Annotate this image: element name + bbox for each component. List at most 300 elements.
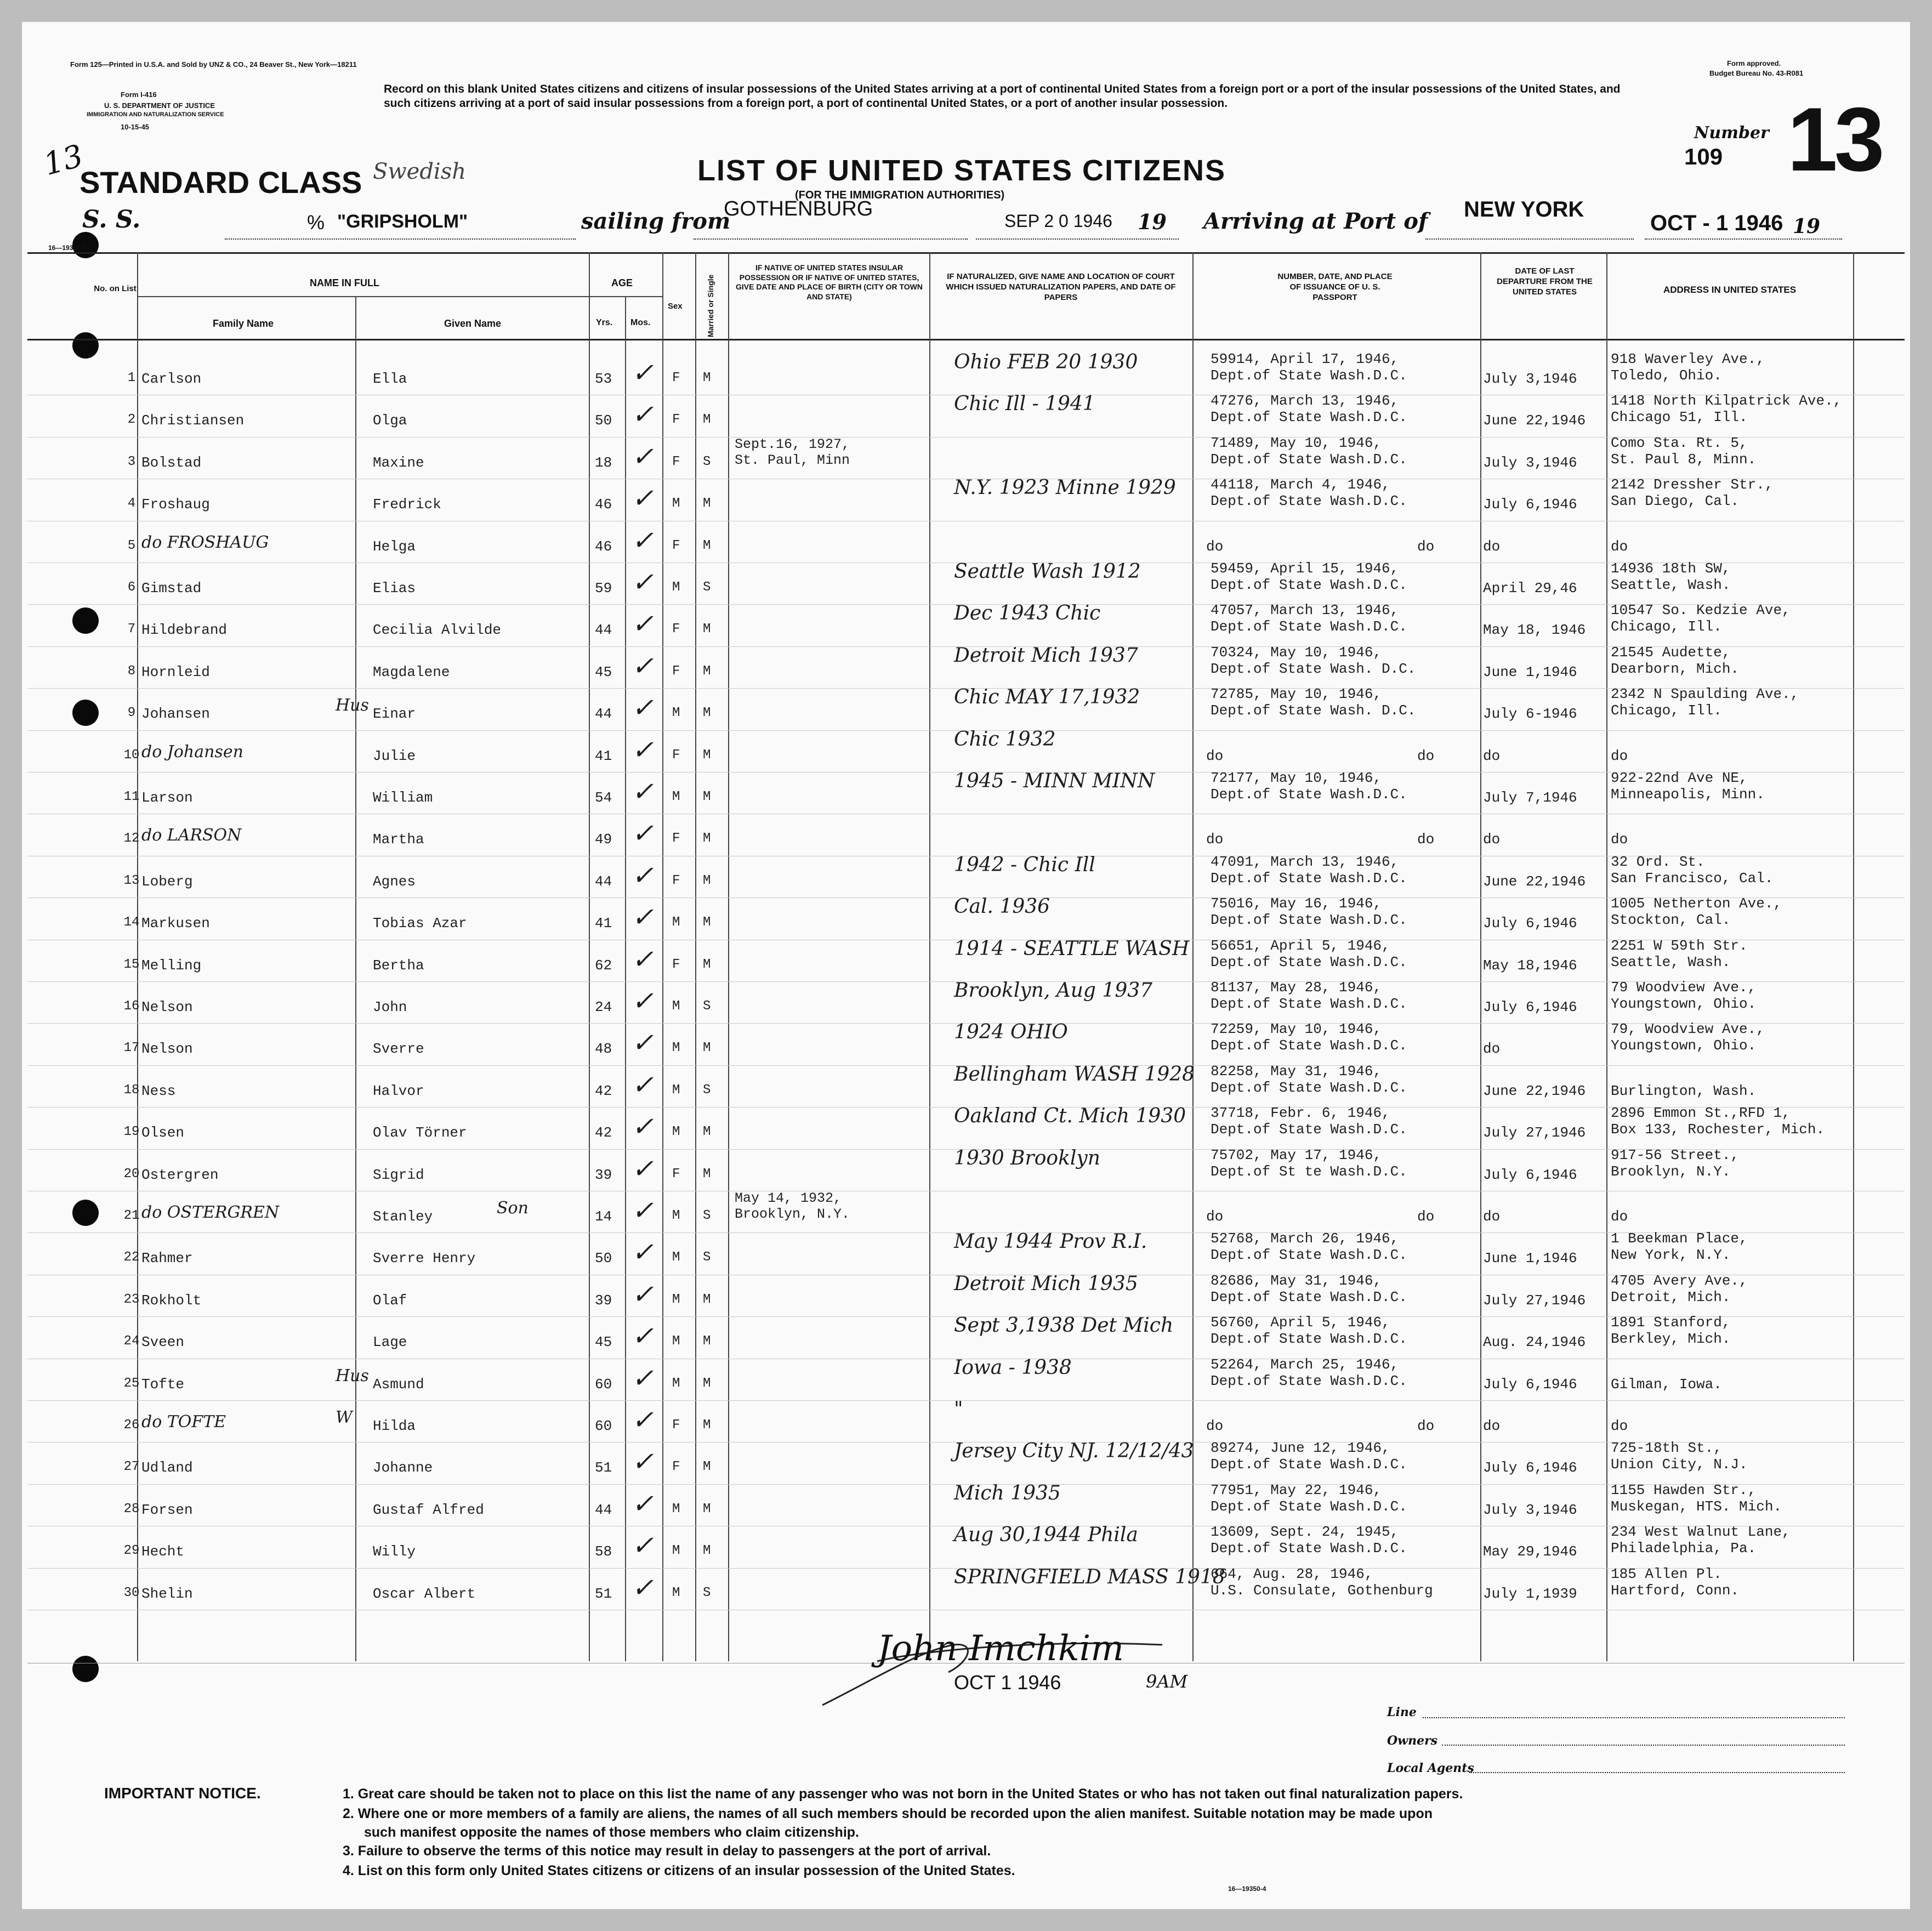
address-line-1: 32 Ord. St. [1611, 853, 1705, 870]
family-name: do FROSHAUG [141, 532, 269, 552]
last-departure: July 6-1946 [1483, 706, 1577, 723]
sex: M [672, 706, 680, 721]
notice-heading: IMPORTANT NOTICE. [104, 1785, 261, 1802]
sex: M [672, 1585, 680, 1600]
last-departure: July 27,1946 [1483, 1124, 1586, 1141]
family-name: do OSTERGREN [141, 1203, 280, 1222]
number-value: 109 [1684, 144, 1723, 169]
col-native: IF NATIVE OF UNITED STATES INSULAR POSSESSION OR IF NATIVE OF UNITED STATES, GIVE DATE AND PLACE OF BIRTH (CITY OR TOWN AND STATE) [736, 263, 923, 301]
line-label: Line [1387, 1705, 1417, 1719]
name-header-rule [137, 296, 589, 297]
passport-issuance: do [1417, 831, 1435, 848]
age-years: 44 [595, 706, 612, 723]
sailing-port: GOTHENBURG [724, 197, 873, 220]
naturalization-note: 1942 - Chic Ill [954, 853, 1095, 876]
header-rule [27, 339, 1905, 340]
arriving-label: Arriving at Port of [1203, 208, 1428, 234]
passport-issuance: do [1417, 1208, 1435, 1225]
family-name: Melling [141, 957, 202, 974]
last-departure: June 22,1946 [1483, 412, 1586, 429]
naturalization-note: Aug 30,1944 Phila [954, 1524, 1138, 1547]
check-mark-icon: ✓ [632, 1237, 654, 1268]
sex: M [672, 1543, 680, 1559]
sex: M [672, 1208, 680, 1223]
naturalization-note: 1924 OHIO [954, 1021, 1068, 1044]
given-name: Sverre Henry [373, 1250, 476, 1267]
check-mark-icon: ✓ [632, 357, 654, 388]
given-name: William [373, 790, 433, 806]
age-years: 50 [595, 412, 612, 429]
sex: F [672, 412, 680, 428]
passport-number-date: 75016, May 16, 1946, [1211, 895, 1382, 912]
family-name: Udland [141, 1459, 193, 1476]
col-yrs: Yrs. [596, 318, 613, 327]
check-mark-icon: ✓ [632, 734, 654, 765]
family-name: Olsen [141, 1124, 185, 1141]
sex: M [672, 1250, 680, 1265]
age-years: 46 [595, 496, 612, 513]
ship-name: "GRIPSHOLM" [337, 211, 468, 232]
naturalization-note: Chic 1932 [954, 728, 1056, 751]
last-departure: do [1483, 831, 1501, 848]
col-mos: Mos. [630, 318, 651, 327]
age-years: 50 [595, 1250, 612, 1267]
passport-issuance: Dept.of St te Wash.D.C. [1211, 1163, 1407, 1180]
last-departure: July 6,1946 [1483, 999, 1577, 1015]
passport-number-date: 59459, April 15, 1946, [1211, 560, 1399, 577]
naturalization-note: Bellingham WASH 1928 [954, 1063, 1195, 1086]
department: U. S. DEPARTMENT OF JUSTICE [104, 101, 215, 110]
sex: M [672, 999, 680, 1014]
row-number: 5 [127, 538, 136, 553]
passport-issuance: Dept.of State Wash.D.C. [1211, 1247, 1407, 1264]
row-number: 6 [127, 580, 136, 595]
passport-number-date: do [1206, 1418, 1224, 1434]
relationship-note: Son [497, 1199, 529, 1218]
check-mark-icon: ✓ [632, 1362, 654, 1394]
row-number: 22 [123, 1250, 140, 1265]
sex: F [672, 622, 680, 637]
passport-number-date: 664, Aug. 28, 1946, [1211, 1565, 1373, 1582]
passport-issuance: Dept.of State Wash.D.C. [1211, 493, 1407, 510]
check-mark-icon: ✓ [632, 692, 654, 724]
given-name: Elias [373, 580, 416, 597]
address-line-1: 2342 N Spaulding Ave., [1611, 686, 1799, 703]
passport-issuance: Dept.of State Wash.D.C. [1211, 1288, 1407, 1305]
address-line-2: Chicago, Ill. [1611, 618, 1722, 635]
signature-time: 9AM [1146, 1671, 1188, 1692]
sex: M [672, 790, 680, 804]
given-name: Olga [373, 412, 407, 429]
age-years: 51 [595, 1459, 612, 1476]
family-name: Hecht [141, 1543, 185, 1560]
last-departure: July 6,1946 [1483, 915, 1577, 932]
passport-number-date: 77951, May 22, 1946, [1211, 1481, 1382, 1498]
check-mark-icon: ✓ [632, 944, 654, 975]
print-line: Form 125—Printed in U.S.A. and Sold by UNZ & CO., 24 Beaver St., New York—18211 [70, 60, 357, 69]
col-family-name: Family Name [213, 318, 274, 329]
row-number: 10 [123, 747, 140, 763]
check-mark-icon: ✓ [632, 609, 654, 640]
row-number: 13 [123, 873, 140, 888]
passport-issuance: Dept.of State Wash.D.C. [1211, 451, 1407, 468]
row-number: 16 [123, 999, 140, 1014]
row-number: 7 [127, 622, 136, 637]
address-line-1: 725-18th St., [1611, 1440, 1722, 1457]
last-departure: July 6,1946 [1483, 1459, 1577, 1476]
sailing-date: SEP 2 0 1946 [1004, 211, 1112, 231]
naturalization-note: Brooklyn, Aug 1937 [954, 979, 1153, 1002]
address-line-2: Minneapolis, Minn. [1611, 786, 1765, 803]
passport-number-date: do [1206, 538, 1224, 555]
address-line-1: do [1611, 747, 1628, 764]
last-departure: do [1483, 1418, 1501, 1434]
year-label: 19 [1138, 209, 1167, 234]
family-name: do TOFTE [141, 1412, 226, 1432]
check-mark-icon: ✓ [632, 567, 654, 598]
sex: M [672, 1041, 680, 1056]
row-number: 23 [123, 1292, 140, 1307]
given-name: Olav Törner [373, 1124, 467, 1141]
given-name: Tobias Azar [373, 915, 467, 932]
check-mark-icon: ✓ [632, 860, 654, 891]
family-name: Ness [141, 1082, 176, 1099]
sex: M [672, 1292, 680, 1307]
marital-status: M [703, 1334, 711, 1349]
passport-issuance: do [1417, 1418, 1435, 1434]
marital-status: M [703, 496, 711, 512]
marital-status: M [703, 663, 711, 679]
col-passport: NUMBER, DATE, AND PLACE OF ISSUANCE OF U. S. PASSPORT [1277, 272, 1393, 302]
naturalization-note: Detroit Mich 1935 [954, 1272, 1138, 1295]
sex: M [672, 1124, 680, 1140]
last-departure: do [1483, 538, 1501, 555]
row-number: 4 [127, 496, 136, 512]
given-name: Magdalene [373, 663, 450, 680]
given-name: Stanley [373, 1208, 433, 1225]
col-given-name: Given Name [444, 318, 502, 329]
check-mark-icon: ✓ [632, 1488, 654, 1519]
age-years: 44 [595, 622, 612, 639]
given-name: Fredrick [373, 496, 441, 513]
passport-number-date: 52768, March 26, 1946, [1211, 1230, 1399, 1247]
last-departure: May 18,1946 [1483, 957, 1577, 974]
naturalization-note: May 1944 Prov R.I. [954, 1230, 1147, 1253]
passport-issuance: Dept.of State Wash.D.C. [1211, 912, 1407, 929]
column-divider [695, 252, 696, 1661]
address-line-1: 1891 Stanford, [1611, 1314, 1731, 1331]
age-years: 45 [595, 1334, 612, 1351]
age-years: 46 [595, 538, 612, 555]
sailing-underline [694, 238, 968, 240]
given-name: Agnes [373, 873, 416, 890]
marital-status: M [703, 747, 711, 763]
local-agents-field [1469, 1772, 1845, 1773]
given-name: Einar [373, 706, 416, 723]
marital-status: M [703, 622, 711, 637]
row-number: 20 [123, 1166, 140, 1182]
address-line-2: Union City, N.J. [1611, 1456, 1748, 1473]
address-line-2: Detroit, Mich. [1611, 1288, 1731, 1305]
age-years: 39 [595, 1166, 612, 1183]
notice-item-2a: 2. Where one or more members of a family are aliens, the names of all such members should be recorded upon the alien manifest. Suitable notation may be made upon [343, 1806, 1433, 1821]
address-line-1: Como Sta. Rt. 5, [1611, 434, 1748, 451]
naturalization-note: Detroit Mich 1937 [954, 644, 1138, 667]
last-departure: July 6,1946 [1483, 1376, 1577, 1393]
marital-status: M [703, 1418, 711, 1433]
family-name: do LARSON [141, 826, 242, 845]
sex: M [672, 496, 680, 512]
sex: F [672, 747, 680, 763]
passport-number-date: 72785, May 10, 1946, [1211, 686, 1382, 703]
list-subtitle: (FOR THE IMMIGRATION AUTHORITIES) [795, 189, 1005, 201]
naturalization-note: Iowa - 1938 [954, 1356, 1072, 1379]
address-line-2: Chicago 51, Ill. [1611, 409, 1748, 426]
owners-label: Owners [1387, 1734, 1438, 1748]
budget-bureau: Budget Bureau No. 43-R081 [1709, 69, 1804, 77]
arrival-date-underline [1645, 238, 1842, 240]
marital-status: M [703, 1459, 711, 1475]
family-name: Gimstad [141, 580, 202, 597]
row-number: 17 [123, 1041, 140, 1056]
age-years: 41 [595, 747, 612, 764]
last-departure: July 6,1946 [1483, 1166, 1577, 1183]
age-years: 60 [595, 1376, 612, 1393]
address-line-2: Toledo, Ohio. [1611, 367, 1722, 384]
row-number: 30 [123, 1585, 140, 1600]
address-line-1: do [1611, 831, 1628, 848]
age-years: 42 [595, 1124, 612, 1141]
sex: F [672, 663, 680, 679]
col-departure: DATE OF LAST DEPARTURE FROM THE UNITED STATES [1497, 266, 1593, 297]
line-field [1423, 1717, 1845, 1718]
address-line-2: Dearborn, Mich. [1611, 660, 1740, 677]
address-line-1: 918 Waverley Ave., [1611, 351, 1765, 367]
row-number: 14 [123, 915, 140, 930]
given-name: Ella [373, 371, 407, 387]
relationship-note: Hus [336, 1366, 369, 1385]
check-mark-icon: ✓ [632, 1279, 654, 1310]
notice-item-2b: such manifest opposite the names of those members who claim citizenship. [364, 1825, 859, 1840]
column-divider [662, 252, 663, 1661]
address-line-2: Stockton, Cal. [1611, 912, 1731, 929]
passport-number-date: 52264, March 25, 1946, [1211, 1356, 1399, 1373]
check-mark-icon: ✓ [632, 399, 654, 430]
given-name: Johanne [373, 1459, 433, 1476]
row-number: 28 [123, 1501, 140, 1517]
margin-mark: 13 [39, 138, 87, 183]
naturalization-note: Dec 1943 Chic [954, 602, 1101, 625]
instructions: Record on this blank United States citizens and citizens of insular possessions of the United States arriving at a port of continental United States from a foreign port or a port of the insular possessions of the United States, and such citizens arriving at a port of said insular possessions from a foreign port, a port of continental United States, or a port of another insular possession. [384, 83, 1621, 110]
arrival-date: OCT - 1 1946 [1650, 211, 1783, 235]
service: IMMIGRATION AND NATURALIZATION SERVICE [87, 111, 224, 118]
sex: F [672, 957, 680, 972]
marital-status: S [703, 1585, 711, 1600]
family-name: Ostergren [141, 1166, 219, 1183]
signature-stamp: OCT 1 1946 [954, 1671, 1061, 1694]
birth-date-place: Sept.16, 1927, St. Paul, Minn [735, 436, 850, 468]
row-number: 29 [123, 1543, 140, 1559]
notice-item-4: 4. List on this form only United States citizens or citizens of an insular possession of the United States. [343, 1863, 1015, 1878]
passport-issuance: Dept.of State Wash.D.C. [1211, 1498, 1407, 1515]
address-line-2: San Diego, Cal. [1611, 493, 1740, 510]
marital-status: M [703, 1124, 711, 1140]
sex: F [672, 873, 680, 888]
address-line-1: 79 Woodview Ave., [1611, 979, 1757, 996]
address-line-1: 14936 18th SW, [1611, 560, 1731, 577]
given-name: Sigrid [373, 1166, 424, 1183]
family-name: Christiansen [141, 412, 245, 429]
naturalization-note: " [954, 1398, 963, 1421]
given-name: Lage [373, 1334, 407, 1351]
passport-number-date: 72259, May 10, 1946, [1211, 1021, 1382, 1038]
address-line-1: 10547 So. Kedzie Ave, [1611, 602, 1791, 619]
passport-issuance: Dept.of State Wash.D.C. [1211, 1540, 1407, 1557]
ship-underline [225, 238, 576, 240]
given-name: Julie [373, 747, 416, 764]
number-label: Number [1694, 123, 1769, 143]
arrival-underline [1425, 238, 1634, 240]
given-name: Gustaf Alfred [373, 1501, 484, 1518]
last-departure: June 22,1946 [1483, 873, 1586, 890]
address-line-1: 21545 Audette, [1611, 644, 1731, 661]
marital-status: M [703, 538, 711, 553]
marital-status: M [703, 706, 711, 721]
last-departure: July 3,1946 [1483, 454, 1577, 471]
family-name: Sveen [141, 1334, 185, 1351]
address-line-1: 234 West Walnut Lane, [1611, 1524, 1791, 1541]
given-name: Cecilia Alvilde [373, 622, 502, 639]
local-agents-label: Local Agents [1387, 1761, 1474, 1775]
last-departure: July 6,1946 [1483, 496, 1577, 513]
family-name: Loberg [141, 873, 193, 890]
naturalization-note: Chic MAY 17,1932 [954, 686, 1140, 709]
naturalization-note: Chic Ill - 1941 [954, 393, 1095, 416]
marital-status: M [703, 1166, 711, 1182]
marital-status: M [703, 831, 711, 847]
year-label: 19 [1793, 215, 1821, 238]
check-mark-icon: ✓ [632, 1069, 654, 1100]
family-name: Johansen [141, 706, 210, 723]
check-mark-icon: ✓ [632, 441, 654, 472]
class-label: STANDARD CLASS [79, 165, 362, 200]
marital-status: M [703, 1543, 711, 1559]
passport-issuance: Dept.of State Wash.D.C. [1211, 1331, 1407, 1348]
address-line-1: 2896 Emmon St.,RFD 1, [1611, 1105, 1791, 1122]
marital-status: S [703, 1250, 711, 1265]
col-naturalized: IF NATURALIZED, GIVE NAME AND LOCATION OF COURT WHICH ISSUED NATURALIZATION PAPERS, AND DATE OF PAPERS [946, 272, 1176, 302]
row-number: 1 [127, 371, 136, 385]
passport-issuance: U.S. Consulate, Gothenburg [1211, 1582, 1433, 1599]
address-line-2: St. Paul 8, Minn. [1611, 451, 1757, 468]
passport-issuance: Dept.of State Wash.D.C. [1211, 1079, 1407, 1096]
passport-number-date: 59914, April 17, 1946, [1211, 351, 1399, 367]
family-name: Bolstad [141, 454, 202, 471]
family-name: Carlson [141, 371, 202, 387]
address-line-1: 917-56 Street., [1611, 1146, 1740, 1163]
relationship-note: Hus [336, 696, 369, 715]
family-name: Hornleid [141, 663, 210, 680]
column-divider [929, 252, 930, 1661]
passport-issuance: Dept.of State Wash.D.C. [1211, 618, 1407, 635]
check-mark-icon: ✓ [632, 818, 654, 849]
family-name: Nelson [141, 999, 193, 1015]
last-departure: June 22,1946 [1483, 1082, 1586, 1099]
check-mark-icon: ✓ [632, 1195, 654, 1226]
address-line-2: New York, N.Y. [1611, 1247, 1731, 1264]
row-number: 3 [127, 454, 136, 469]
given-name: John [373, 999, 407, 1015]
sex: F [672, 831, 680, 847]
passport-number-date: 82686, May 31, 1946, [1211, 1272, 1382, 1289]
marital-status: M [703, 1501, 711, 1517]
age-years: 45 [595, 663, 612, 680]
passport-number-date: 89274, June 12, 1946, [1211, 1440, 1390, 1457]
passport-issuance: Dept.of State Wash.D.C. [1211, 996, 1407, 1012]
sex: M [672, 580, 680, 595]
given-name: Hilda [373, 1418, 416, 1434]
passport-number-date: 37718, Febr. 6, 1946, [1211, 1105, 1390, 1122]
family-name: Shelin [141, 1585, 193, 1602]
sex: F [672, 454, 680, 469]
address-line-2: Brooklyn, N.Y. [1611, 1163, 1731, 1180]
marital-status: M [703, 1292, 711, 1307]
address-line-2: Philadelphia, Pa. [1611, 1540, 1757, 1557]
age-years: 39 [595, 1292, 612, 1309]
address-line-1: Burlington, Wash. [1611, 1082, 1757, 1099]
row-number: 12 [123, 831, 140, 847]
passport-issuance: Dept.of State Wash.D.C. [1211, 577, 1407, 593]
row-number: 21 [123, 1208, 140, 1223]
passport-number-date: 70324, May 10, 1946, [1211, 644, 1382, 661]
address-line-2: Muskegan, HTS. Mich. [1611, 1498, 1782, 1515]
age-years: 48 [595, 1041, 612, 1058]
passport-issuance: Dept.of State Wash.D.C. [1211, 1037, 1407, 1054]
address-line-2: Seattle, Wash. [1611, 953, 1731, 970]
row-number: 8 [127, 663, 136, 679]
check-mark-icon: ✓ [632, 1405, 654, 1435]
sex: M [672, 1501, 680, 1517]
ship-prefix: % [307, 211, 325, 234]
address-line-1: Gilman, Iowa. [1611, 1376, 1722, 1393]
marital-status: M [703, 873, 711, 888]
ss-label: S. S. [82, 206, 141, 234]
owners-field [1442, 1745, 1845, 1746]
sex: M [672, 1376, 680, 1391]
check-mark-icon: ✓ [632, 1446, 654, 1478]
marital-status: M [703, 957, 711, 972]
relationship-note: W [336, 1408, 353, 1427]
marital-status: M [703, 412, 711, 428]
side-code: 16—19350-3 [48, 244, 87, 252]
notice-code: 16—19350-4 [1228, 1885, 1266, 1893]
check-mark-icon: ✓ [632, 1572, 654, 1603]
sex: F [672, 1166, 680, 1182]
row-number: 9 [127, 706, 136, 721]
column-divider [355, 296, 356, 1661]
row-rule [27, 1400, 1905, 1401]
age-years: 62 [595, 957, 612, 974]
check-mark-icon: ✓ [632, 1111, 654, 1143]
address-line-2: San Francisco, Cal. [1611, 870, 1774, 887]
check-mark-icon: ✓ [632, 1321, 654, 1352]
passport-number-date: 47091, March 13, 1946, [1211, 853, 1399, 870]
sex: F [672, 1459, 680, 1475]
passport-issuance: do [1417, 747, 1435, 764]
family-name: Tofte [141, 1376, 185, 1393]
sex: M [672, 915, 680, 930]
row-number: 15 [123, 957, 140, 972]
